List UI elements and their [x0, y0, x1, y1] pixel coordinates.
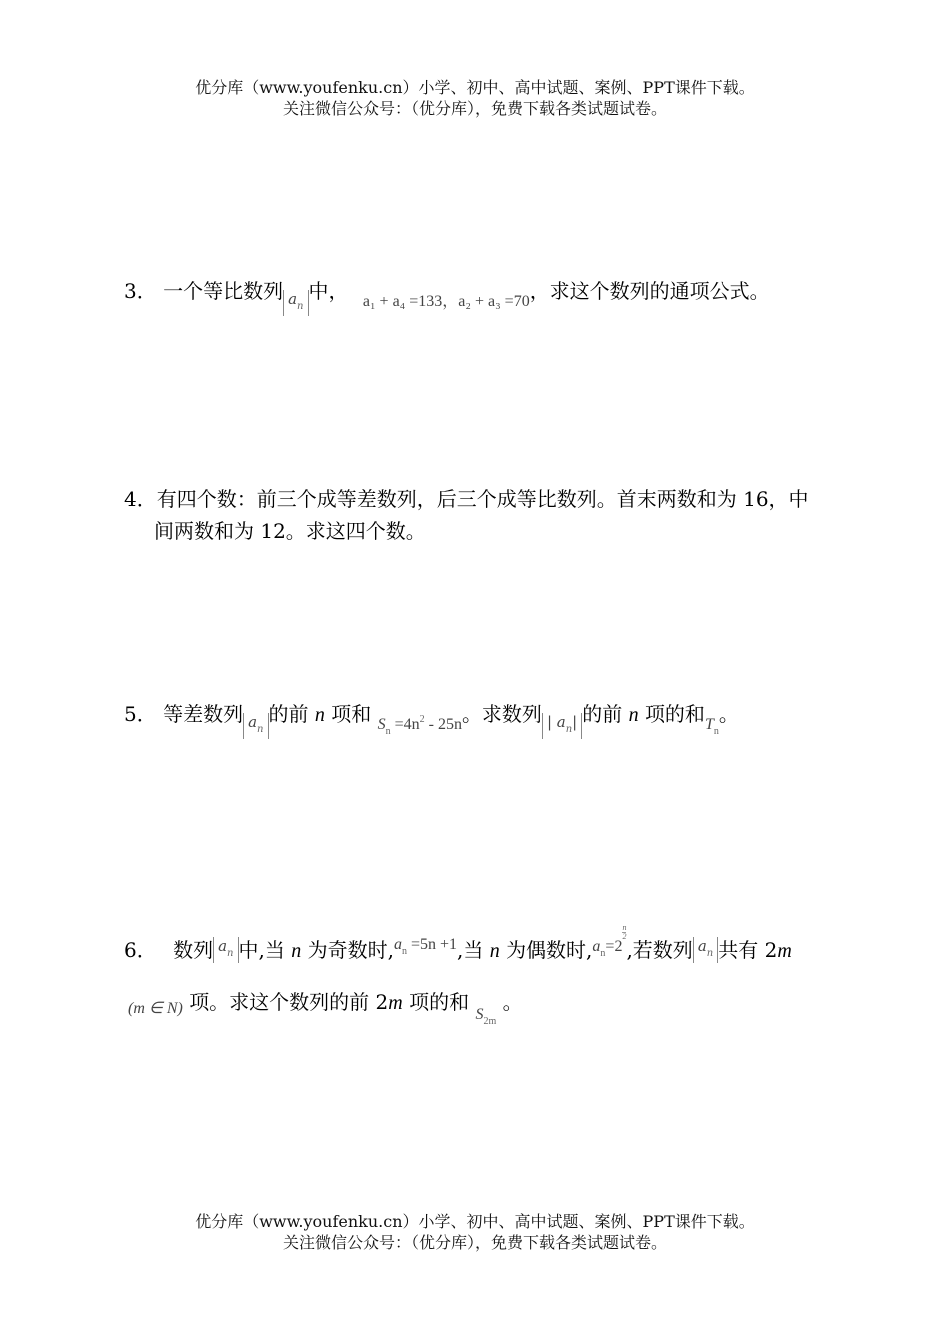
var-m: m: [777, 940, 792, 962]
header-line-2: 关注微信公众号：（优分库），免费下载各类试题试卷。: [282, 99, 667, 118]
even-term-formula: an=2 n 2: [592, 923, 627, 959]
problem-text: 数列: [173, 938, 214, 962]
problem-5: [124, 702, 874, 737]
problem-number: 5．: [124, 702, 157, 726]
problem-number: 6．: [124, 938, 157, 962]
equation-2: a₂ + a₃ =70: [458, 293, 530, 310]
var-n: n: [628, 704, 639, 726]
problem-text: 。: [502, 990, 523, 1014]
problem-text: 。: [718, 702, 739, 726]
problem-3: [124, 281, 874, 310]
var-m: m: [388, 992, 403, 1014]
problem-text: 项。求这个数列的前 2: [189, 990, 389, 1014]
problem-text: 项和: [331, 702, 372, 726]
abs-sequence-set: | $a_n|$: [542, 713, 582, 739]
odd-term-formula: an =5n +1: [393, 936, 457, 957]
var-n: n: [489, 940, 500, 962]
problem-number: 3．: [124, 279, 157, 303]
problem-text: 为奇数时,: [307, 938, 394, 962]
problem-text: ,若数列: [626, 938, 693, 962]
problem-4: [124, 485, 874, 545]
problem-number: 4．: [124, 487, 157, 511]
sum-formula: Sn =4n2 - 25n: [377, 714, 462, 737]
condition-m-in-N: (m ∈ N): [128, 1000, 183, 1017]
sequence-set: $a_n$: [213, 937, 238, 963]
problem-text: 的前: [582, 702, 623, 726]
problem-text: 。求数列: [461, 702, 542, 726]
problem-text: 等差数列: [163, 702, 244, 726]
var-n: n: [291, 940, 302, 962]
problem-text: 为偶数时,: [506, 938, 593, 962]
problem-text: 的前: [268, 702, 309, 726]
problem-text: 共有 2: [718, 938, 778, 962]
problem-6: [124, 923, 874, 1027]
footer-banner: [0, 1211, 950, 1253]
var-n: n: [314, 704, 325, 726]
problem-line-1: 有四个数：前三个成等差数列，后三个成等比数列。首末两数和为 16，中: [156, 487, 809, 511]
sequence-set: $a_n$: [693, 937, 718, 963]
problem-text: ，求这个数列的通项公式。: [529, 279, 770, 303]
header-line-1: 优分库（www.youfenku.cn）小学、初中、高中试题、案例、PPT课件下载。: [195, 78, 755, 97]
footer-line-2: 关注微信公众号：（优分库），免费下载各类试题试卷。: [282, 1233, 667, 1252]
footer-line-1: 优分库（www.youfenku.cn）小学、初中、高中试题、案例、PPT课件下载。: [195, 1212, 755, 1231]
problem-line-2: 间两数和为 12。求这四个数。: [154, 519, 426, 543]
problem-text: 一个等比数列: [163, 279, 284, 303]
problem-text: ,当: [456, 938, 484, 962]
header-banner: [0, 77, 950, 119]
problem-text: 项的和: [409, 990, 470, 1014]
term-T: Tn: [704, 716, 719, 737]
sequence-set: $a_n$: [283, 290, 308, 316]
problem-text: 项的和: [644, 702, 705, 726]
problem-text: 中，: [308, 279, 349, 303]
equation-1: a₁ + a₄ =133，: [362, 293, 459, 310]
problem-text: 中,当: [238, 938, 285, 962]
sequence-set: $a_n$: [243, 713, 268, 739]
sum-S2m: S2m: [475, 1006, 497, 1027]
